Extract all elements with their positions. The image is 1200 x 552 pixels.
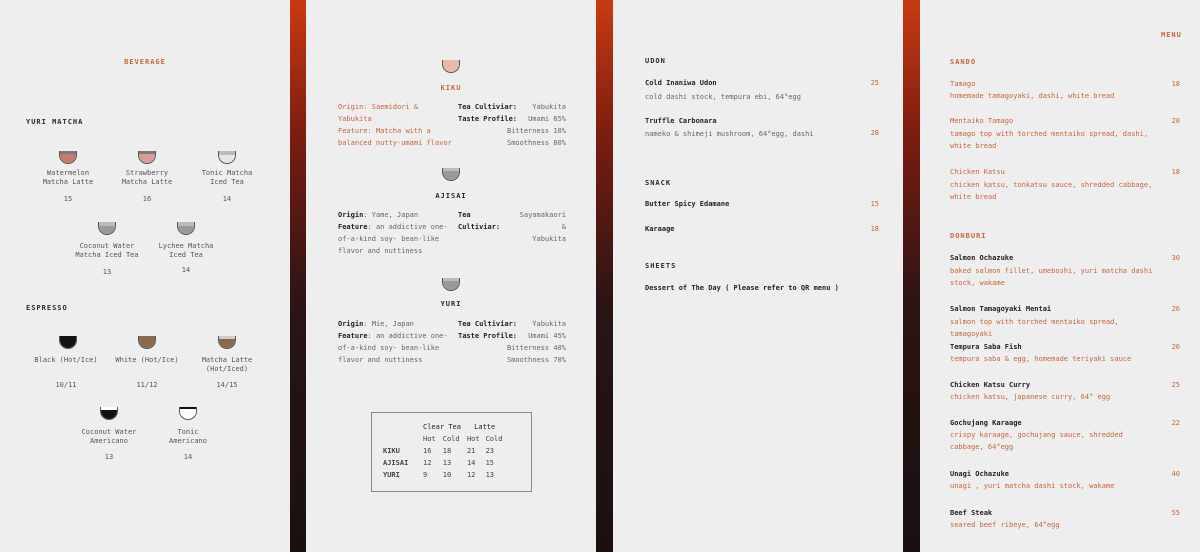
lychee-matcha-cup-icon [177, 222, 195, 235]
menu-item-name: Salmon Ochazuke [950, 254, 1014, 262]
menu-item-name: Tamago [950, 80, 976, 88]
menu-item-price: 18 [1171, 80, 1180, 88]
drink-name: Lychee Matcha Iced Tea [158, 242, 214, 259]
yuri-matcha-title: YURI MATCHA [26, 118, 84, 126]
udon-snack-panel [613, 0, 903, 552]
watermelon-matcha-cup-icon [59, 151, 77, 164]
menu-item-name: Cold Inaniwa Udon [645, 79, 717, 87]
beverage-panel [0, 0, 290, 552]
menu-item-name: Mentaiko Tamago [950, 117, 1014, 125]
drink-price: 13 [102, 268, 112, 276]
table-header: Latte [474, 423, 496, 431]
tea-price-table [371, 412, 532, 492]
menu-link[interactable]: MENU [1161, 31, 1182, 39]
menu-item-name: Butter Spicy Edamane [645, 200, 730, 208]
tea-profile: Tea Cultiviar: Sayamakaori & Yabukita [458, 211, 566, 243]
menu-item-name: Karaage [645, 225, 675, 233]
table-subheader: Hot [423, 435, 436, 443]
menu-item-price: 28 [870, 129, 879, 137]
tea-profile: Tea Cultiviar: Yabukita Taste Profile: Umami 65% Bitterness 10% Smoothness 80% [458, 103, 566, 147]
menu-item-price: 20 [1171, 117, 1180, 125]
menu-item-desc: nameko & shimeji mushroom, 64°egg, dashi [645, 130, 814, 138]
tonic-americano-cup-icon [179, 407, 197, 420]
snack-title: SNACK [645, 179, 672, 187]
menu-item-price: 55 [1171, 509, 1180, 517]
black-coffee-cup-icon [59, 336, 77, 349]
menu-item-name: Tempura Saba Fish [950, 343, 1022, 351]
sheets-title: SHEETS [645, 262, 677, 270]
sando-title: SANDO [950, 58, 977, 66]
table-header: Clear Tea [423, 423, 461, 431]
menu-item-name: Salmon Tamagoyaki Mentai [950, 305, 1052, 313]
beverage-title: BEVERAGE [124, 58, 166, 66]
drink-price: 10/11 [55, 381, 77, 389]
table-subheader: Cold [442, 435, 460, 443]
table-subheader: Hot [466, 435, 480, 443]
drink-name: Black (Hot/Ice) [34, 356, 98, 364]
menu-item-price: 18 [870, 225, 879, 233]
menu-item-name: Chicken Katsu [950, 168, 1005, 176]
drink-name: Matcha Latte (Hot/Iced) [201, 356, 253, 373]
menu-item-desc: baked salmon fillet, umeboshi, yuri matcha dashi stock, wakame [950, 267, 1153, 287]
menu-item-price: 25 [870, 79, 879, 87]
drink-price: 14 [183, 453, 193, 461]
drink-price: 14/15 [216, 381, 238, 389]
menu-item-price: 30 [1171, 254, 1180, 262]
table-row: KIKU 16 18 21 23 [383, 447, 495, 455]
drink-price: 15 [63, 195, 73, 203]
menu-item-price: 15 [870, 200, 879, 208]
menu-item-name: Dessert of The Day ( Please refer to QR menu ) [645, 284, 839, 292]
drink-price: 13 [104, 453, 114, 461]
espresso-title: ESPRESSO [26, 304, 68, 312]
sando-donburi-panel [920, 0, 1200, 552]
menu-item-name: Truffle Carbonara [645, 117, 717, 125]
white-coffee-cup-icon [138, 336, 156, 349]
drink-price: 14 [222, 195, 232, 203]
tea-info: Origin: Yame, Japan Feature: an addictive one-of-a-kind soy- bean-like flavor and nuttiness [338, 211, 448, 255]
tea-name-ajisai: AJISAI [435, 192, 467, 200]
tea-panel [306, 0, 596, 552]
menu-item-price: 18 [1171, 168, 1180, 176]
menu-item-desc: salmon top with torched mentaiko spread, tamagoyaki [950, 318, 1119, 338]
drink-name: White (Hot/Ice) [115, 356, 179, 364]
tea-profile: Tea Cultiviar: Yabukita Taste Profile: Umami 45% Bitterness 40% Smoothness 70% [458, 320, 566, 364]
ajisai-cup-icon [442, 168, 460, 181]
tonic-matcha-cup-icon [218, 151, 236, 164]
drink-name: Tonic Matcha Iced Tea [201, 169, 253, 186]
yuri-cup-icon [442, 278, 460, 291]
menu-item-desc: seared beef ribeye, 64°egg [950, 521, 1060, 529]
drink-name: Coconut Water Americano [81, 428, 137, 445]
drink-price: 11/12 [136, 381, 158, 389]
tea-info: Origin: Saemidori & Yabukita Feature: Matcha with a balanced nutty-umami flavor [338, 103, 452, 147]
menu-item-price: 26 [1171, 343, 1180, 351]
menu-item-desc: tamago top with torched mentaiko spread, dashi, white bread [950, 130, 1149, 150]
drink-name: Watermelon Matcha Latte [42, 169, 94, 186]
matcha-latte-cup-icon [218, 336, 236, 349]
coconut-americano-cup-icon [100, 407, 118, 420]
menu-item-name: Unagi Ochazuke [950, 470, 1010, 478]
menu-item-price: 26 [1171, 305, 1180, 313]
strawberry-matcha-cup-icon [138, 151, 156, 164]
drink-name: Tonic Americano [169, 428, 207, 445]
table-row: AJISAI 12 13 14 15 [383, 459, 495, 467]
coconut-matcha-cup-icon [98, 222, 116, 235]
drink-name: Strawberry Matcha Latte [121, 169, 173, 186]
menu-item-desc: tempura saba & egg, homemade teriyaki sauce [950, 355, 1132, 363]
menu-item-desc: cold dashi stock, tempura ebi, 64°egg [645, 93, 801, 101]
kiku-cup-icon [442, 60, 460, 73]
menu-item-price: 25 [1171, 381, 1180, 389]
menu-item-price: 40 [1171, 470, 1180, 478]
menu-item-name: Beef Steak [950, 509, 993, 517]
menu-item-desc: chicken katsu, tonkatsu sauce, shredded cabbage, white bread [950, 181, 1153, 201]
drink-price: 16 [142, 195, 152, 203]
menu-item-desc: unagi , yuri matcha dashi stock, wakame [950, 482, 1115, 490]
menu-item-desc: homemade tamagoyaki, dashi, white bread [950, 92, 1115, 100]
menu-item-price: 22 [1171, 419, 1180, 427]
menu-item-desc: crispy karaage, gochujang sauce, shredded cabbage, 64°egg [950, 431, 1123, 451]
table-subheader: Cold [485, 435, 503, 443]
udon-title: UDON [645, 57, 666, 65]
donburi-title: DONBURI [950, 232, 987, 240]
tea-name-yuri: YURI [440, 300, 462, 308]
tea-name-kiku: KIKU [440, 84, 462, 92]
menu-item-name: Chicken Katsu Curry [950, 381, 1031, 389]
tea-info: Origin: Mie, Japan Feature: an addictive one-of-a-kind soy- bean-like flavor and nuttiness [338, 320, 448, 364]
drink-name: Coconut Water Matcha Iced Tea [75, 242, 139, 259]
menu-item-desc: chicken katsu, japanese curry, 64° egg [950, 393, 1111, 401]
menu-item-name: Gochujang Karaage [950, 419, 1022, 427]
table-row: YURI 9 10 12 13 [383, 471, 495, 479]
drink-price: 14 [181, 266, 191, 274]
